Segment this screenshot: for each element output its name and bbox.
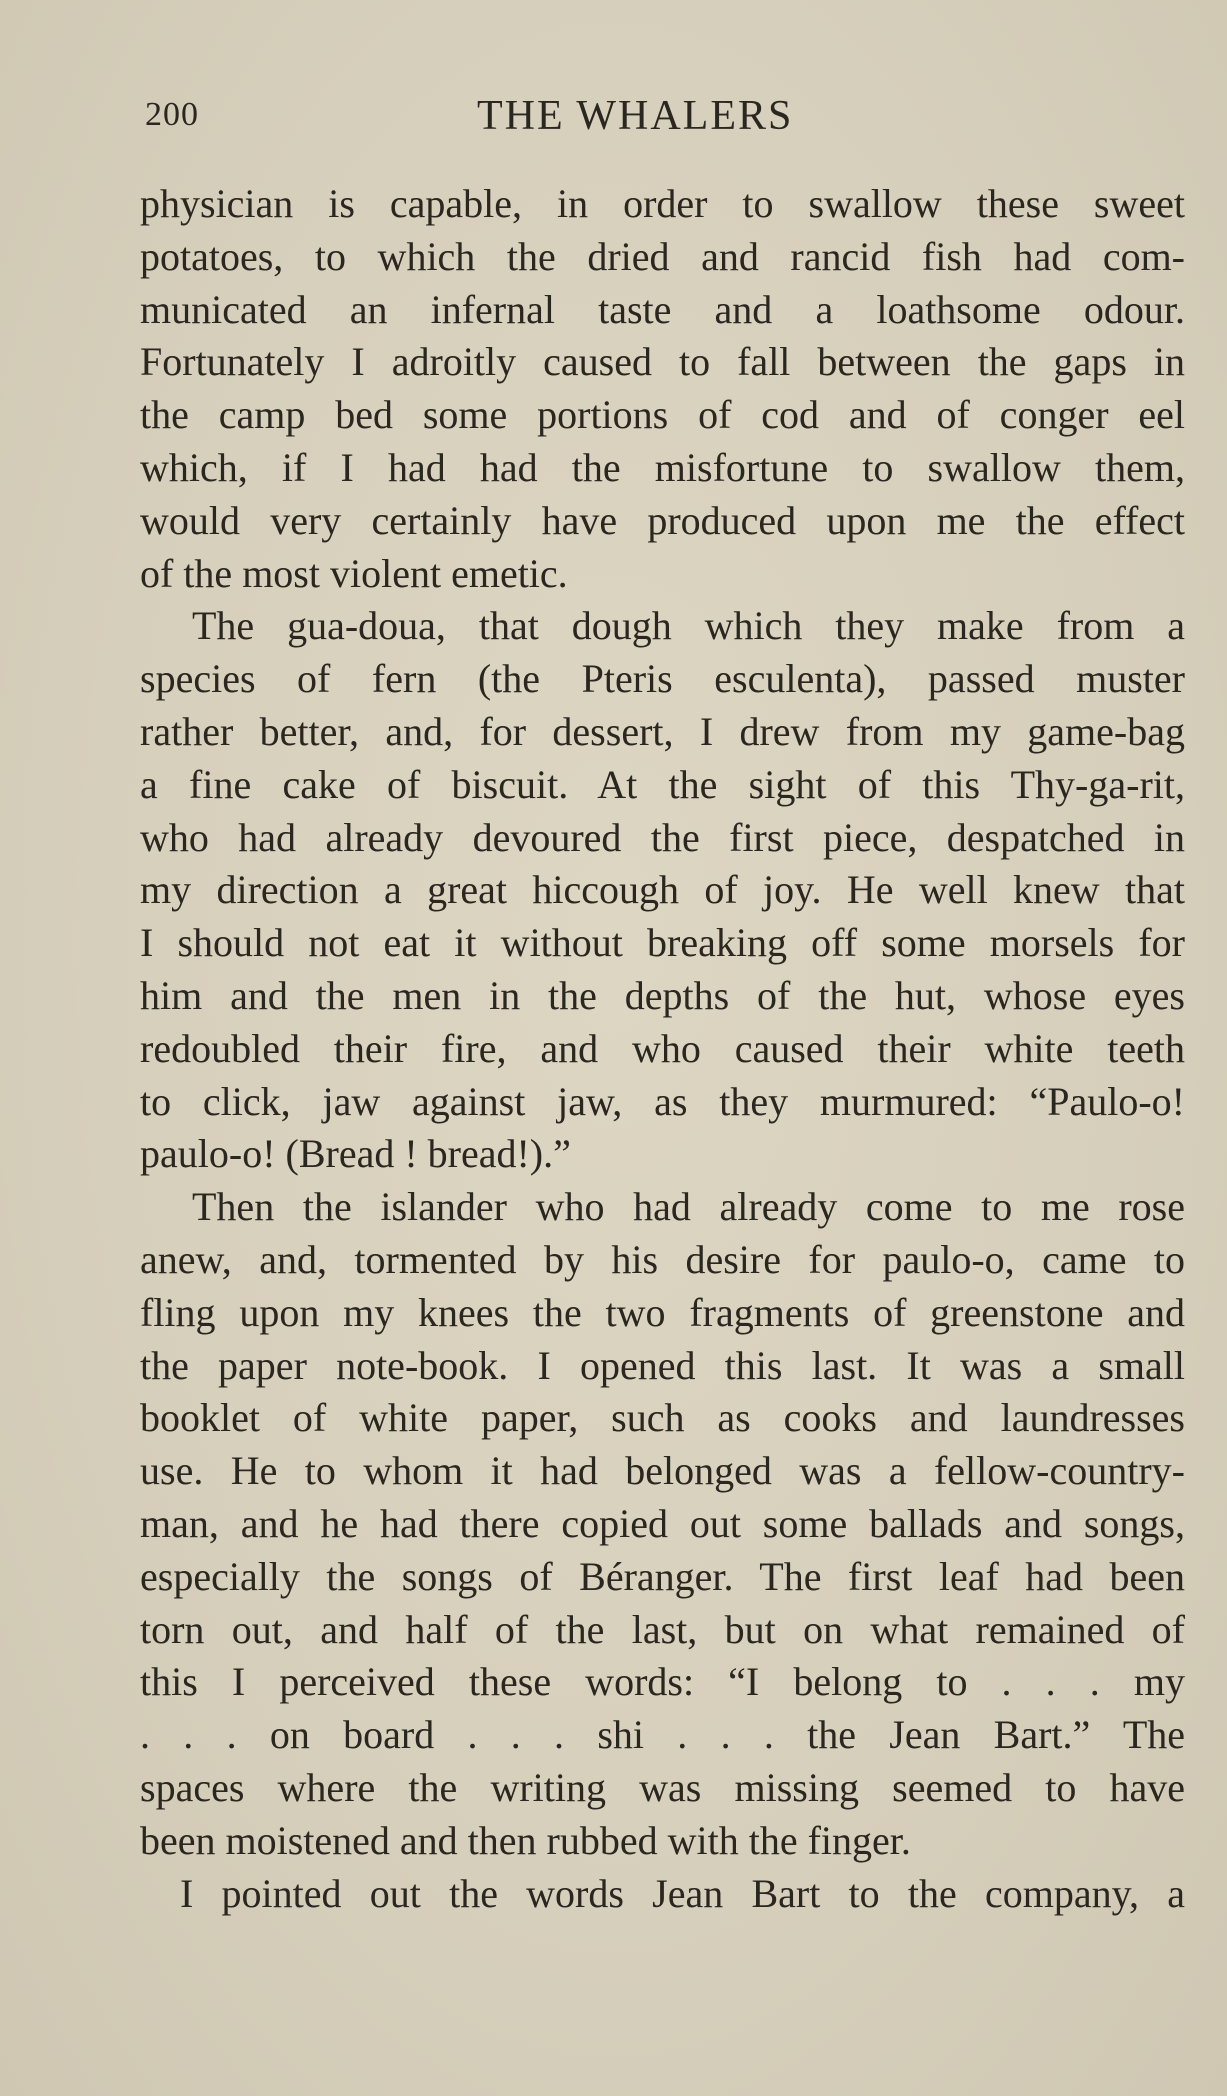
text-line: a fine cake of biscuit. At the sight of this Thy-ga-rit, [140,761,1185,807]
text-line: man, and he had there copied out some ballads and songs, [140,1500,1185,1546]
text-line: especially the songs of Béranger. The first leaf had been [140,1553,1185,1599]
text-line: to click, jaw against jaw, as they murmured: “Paulo-o! [140,1078,1185,1124]
running-title: THE WHALERS [477,93,794,139]
text-line: physician is capable, in order to swallow these sweet [140,181,1185,226]
text-line: my direction a great hiccough of joy. He well knew that [140,867,1185,913]
text-line: this I perceived these words: “I belong to . . . my [140,1659,1185,1705]
text-line: the camp bed some portions of cod and of conger eel [140,392,1185,438]
text-line: fling upon my knees the two fragments of greenstone and [140,1289,1185,1335]
text-line: which, if I had had the misfortune to swallow them, [140,444,1185,490]
text-line: potatoes, to which the dried and rancid fish had com- [140,233,1185,279]
text-line: would very certainly have produced upon me the effect [140,497,1185,543]
text-line: paulo-o! (Bread ! bread!).” [140,1131,571,1177]
text-line: spaces where the writing was missing seemed to have [140,1764,1185,1810]
body-text [140,178,1185,1920]
text-line: Fortunately I adroitly caused to fall between the gaps in [140,339,1185,385]
page-number: 200 [145,96,199,133]
text-line: use. He to whom it had belonged was a fellow-country- [140,1448,1185,1494]
text-line: of the most violent emetic. [140,550,568,596]
text-line: I should not eat it without breaking off some morsels for [140,920,1185,966]
text-line: anew, and, tormented by his desire for paulo-o, came to [140,1236,1185,1282]
text-line: I pointed out the words Jean Bart to the company, a [180,1870,1185,1916]
text-line: rather better, and, for dessert, I drew from my game-bag [140,708,1185,754]
text-line: species of fern (the Pteris esculenta), passed muster [140,656,1185,702]
text-line: booklet of white paper, such as cooks and laundresses [140,1395,1185,1441]
text-line: Then the islander who had already come to me rose [192,1184,1185,1230]
text-line: him and the men in the depths of the hut, whose eyes [140,972,1185,1018]
text-line: the paper note-book. I opened this last. It was a small [140,1342,1185,1388]
text-line: torn out, and half of the last, but on what remained of [140,1606,1185,1652]
text-line: who had already devoured the first piece, despatched in [140,814,1185,860]
text-line: municated an infernal taste and a loathsome odour. [140,286,1185,332]
text-line: redoubled their fire, and who caused their white teeth [140,1025,1185,1071]
text-line: been moistened and then rubbed with the finger. [140,1817,911,1863]
text-line: The gua-doua, that dough which they make from a [192,603,1185,649]
running-head [145,92,1185,152]
text-line: . . . on board . . . shi . . . the Jean Bart.” The [140,1712,1185,1758]
